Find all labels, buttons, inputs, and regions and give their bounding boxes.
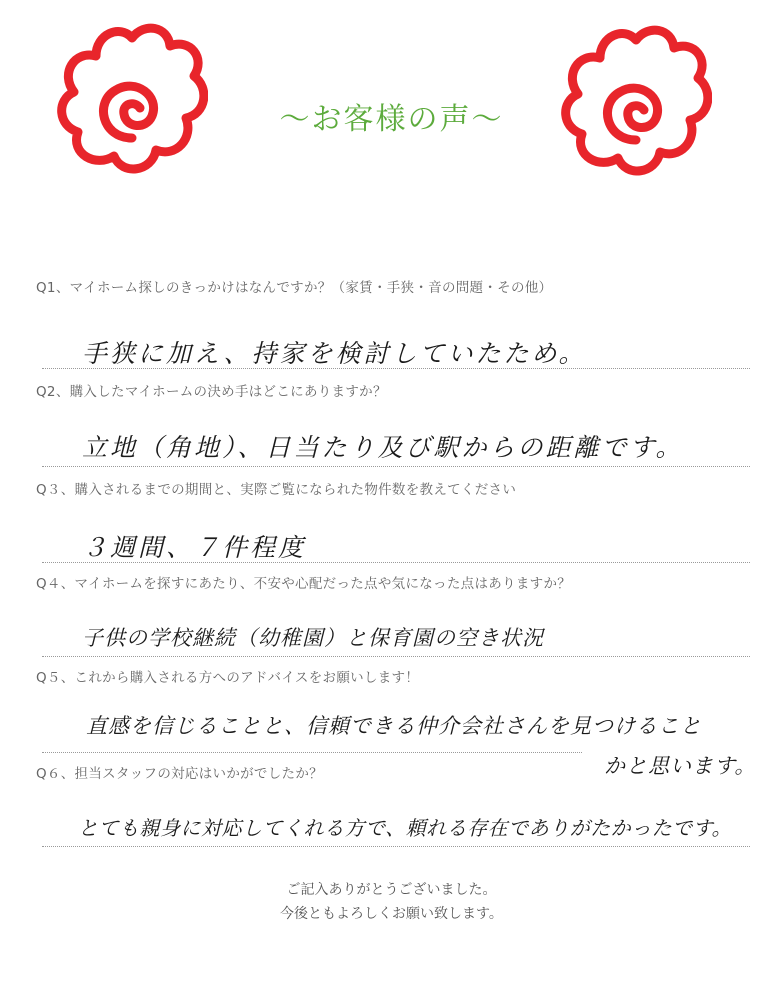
answer-5: 直感を信じることと、信頼できる仲介会社さんを見つけること — [86, 714, 702, 738]
answer-4-line — [42, 656, 750, 657]
question-1: Q1、マイホーム探しのきっかけはなんですか？（家賃・手狭・音の問題・その他） — [36, 280, 553, 296]
answer-2: 立地（角地）、日当たり及び駅からの距離です。 — [82, 433, 684, 462]
answer-3: ３週間、７件程度 — [82, 533, 307, 562]
answer-5-continued: かと思います。 — [604, 754, 757, 778]
question-4: Q４、マイホームを探すにあたり、不安や心配だった点や気になった点はありますか？ — [36, 576, 572, 592]
answer-6-line — [42, 846, 750, 847]
closing-line-2: 今後ともよろしくお願い致します。 — [280, 906, 503, 922]
question-2: Q2、購入したマイホームの決め手はどこにありますか？ — [36, 384, 387, 400]
answer-2-line — [42, 466, 750, 467]
question-5: Q５、これから購入される方へのアドバイスをお願いします！ — [36, 670, 420, 686]
page-title: ～お客様の声～ — [279, 102, 504, 137]
question-6: Q６、担当スタッフの対応はいかがでしたか？ — [36, 766, 323, 782]
answer-1-line — [42, 368, 750, 369]
answer-5-line — [42, 752, 582, 753]
closing-line-1: ご記入ありがとうございました。 — [286, 882, 497, 898]
answer-6: とても親身に対応してくれる方で、頼れる存在でありがたかったです。 — [78, 816, 732, 840]
answer-3-line — [42, 562, 750, 563]
question-3: Q３、購入されるまでの期間と、実際ご覧になられた物件数を教えてください — [36, 482, 517, 498]
answer-4: 子供の学校継続（幼稚園）と保育園の空き状況 — [82, 626, 544, 650]
answer-1: 手狭に加え、持家を検討していたため。 — [82, 339, 587, 368]
closing-message — [0, 878, 783, 926]
